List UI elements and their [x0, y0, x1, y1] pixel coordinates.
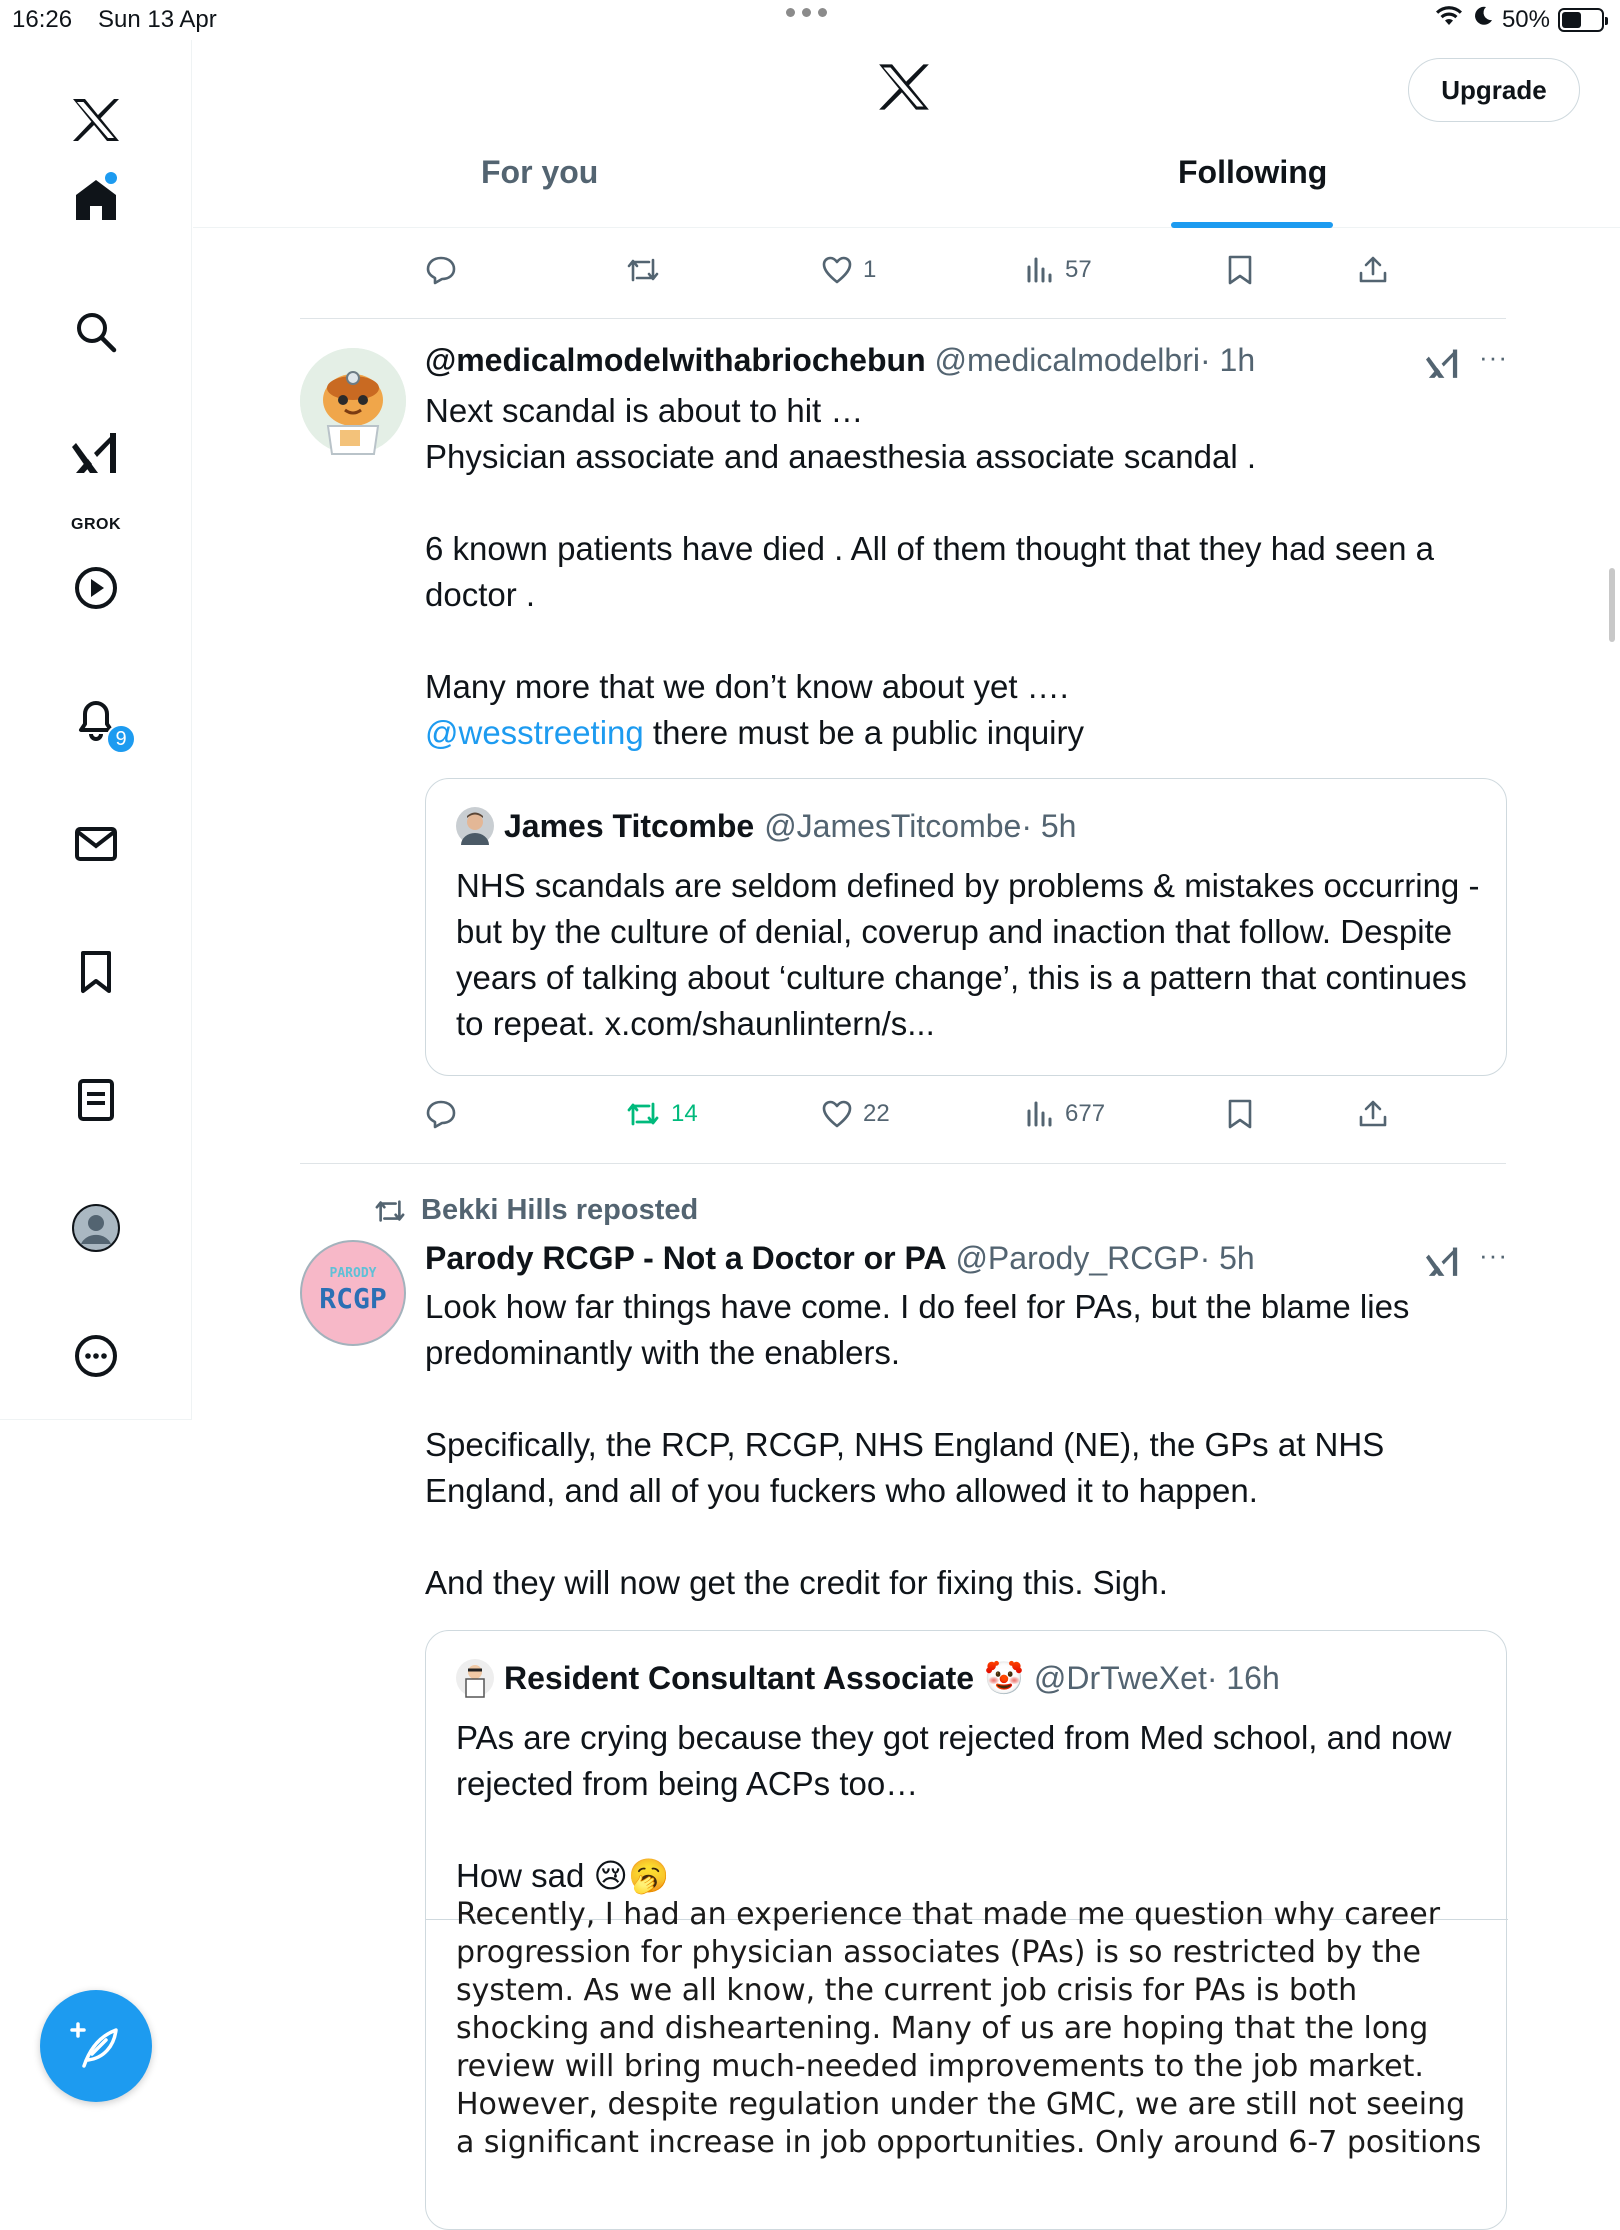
sidebar-item-lists[interactable]: [66, 1070, 126, 1130]
more-options-icon[interactable]: ···: [1479, 1240, 1508, 1270]
repost-button[interactable]: [625, 242, 661, 298]
repost-icon: [625, 254, 661, 286]
battery-percent: 50%: [1501, 5, 1550, 33]
bookmark-button[interactable]: [1225, 242, 1255, 298]
heart-icon: [821, 1098, 853, 1130]
share-icon: [1357, 254, 1389, 286]
repost-button[interactable]: [625, 1086, 698, 1142]
author-handle[interactable]: @Parody_RCGP: [955, 1240, 1200, 1276]
more-circle-icon: [73, 1333, 119, 1379]
status-date: Sun 13 Apr: [98, 6, 217, 33]
repost-count: 14: [671, 1100, 698, 1127]
compose-post-button[interactable]: [40, 1990, 152, 2102]
post-divider: [300, 318, 1506, 319]
quoted-avatar: [456, 807, 494, 845]
wifi-icon: [1434, 4, 1464, 35]
image-text: progression for physician associates (PAs) is so restricted by the system. As we all know, the current job crisis for PAs is both shocking and disheartening. Many of us are hoping that the long review will bring much-needed improvements to the job market. However, despite regulation under the GMC, we are still not seeing a significant increase in job opportunities. Only around 6-7 positions: [456, 1935, 1482, 2160]
quoted-post-text: NHS scandals are seldom defined by problems & mistakes occurring - but by the culture of denial, coverup and inaction that follow. Despite years of talking about ‘culture change’, this is a pattern that continues to repeat. x.com/shaunlintern/s...: [456, 867, 1489, 1042]
upgrade-button[interactable]: Upgrade: [1408, 58, 1580, 122]
reply-icon: [425, 1098, 457, 1130]
bookmark-button[interactable]: [1225, 1086, 1255, 1142]
quoted-avatar: [456, 1659, 494, 1697]
like-count: 22: [863, 1100, 890, 1127]
like-button[interactable]: [821, 1086, 890, 1142]
battery-icon: [1558, 8, 1604, 32]
like-button[interactable]: [821, 242, 876, 298]
post-text: Next scandal is about to hit … Physician associate and anaesthesia associate scandal . 6 known patients have died . All of them thought that they had seen a doctor . Many more that we don’t know about yet …. @wesstreeting there must be a public inquiry: [425, 392, 1435, 751]
like-count: 1: [863, 256, 877, 283]
quoted-author-handle: @JamesTitcombe· 5h: [764, 807, 1077, 844]
sidebar-nav: [0, 40, 192, 1420]
share-icon: [1357, 1098, 1389, 1130]
repost-icon: [373, 1196, 407, 1226]
sidebar-item-profile[interactable]: [66, 1198, 126, 1258]
sidebar-item-more[interactable]: [66, 1326, 126, 1386]
views-count: 57: [1065, 256, 1092, 283]
x-logo-icon: [877, 62, 931, 117]
post-actions: [425, 1086, 1597, 1142]
sidebar-item-messages[interactable]: [66, 814, 126, 874]
mention-link[interactable]: @wesstreeting: [425, 714, 644, 751]
feather-plus-icon: [68, 2018, 124, 2074]
repost-icon: [625, 1098, 661, 1130]
sidebar-item-home[interactable]: [66, 170, 126, 230]
author-name[interactable]: @medicalmodelwithabriochebun: [425, 342, 926, 378]
quoted-post[interactable]: [425, 778, 1507, 1076]
grok-icon: [72, 429, 120, 475]
bookmark-icon: [1225, 1098, 1255, 1130]
analytics-icon: [1025, 1099, 1055, 1129]
quoted-image[interactable]: [426, 1897, 1508, 2181]
post-divider: [300, 1163, 1506, 1164]
sidebar-item-videos[interactable]: [66, 558, 126, 618]
status-time: 16:26: [12, 6, 73, 33]
tab-following[interactable]: Following: [1178, 154, 1328, 190]
views-count: 677: [1065, 1100, 1106, 1127]
tab-for-you[interactable]: For you: [481, 154, 599, 190]
list-icon: [73, 1077, 119, 1123]
reply-button[interactable]: [425, 242, 457, 298]
post-text: Look how far things have come. I do feel for PAs, but the blame lies predominantly with the enablers. Specifically, the RCP, RCGP, NHS England (NE), the GPs at NHS England, and all of you fuckers who allowed it to happen. And they will now get the credit for fixing this. Sigh.: [425, 1288, 1410, 1601]
views-button[interactable]: [1025, 1086, 1105, 1142]
quoted-post-header: [456, 807, 1076, 845]
image-clipped-text: Recently, I had an experience that made me question why career: [456, 1897, 1441, 1932]
status-bar: [0, 0, 1620, 40]
sidebar-item-grok[interactable]: [66, 422, 126, 482]
quoted-author-handle: @DrTweXet· 16h: [1033, 1659, 1280, 1696]
envelope-icon: [73, 821, 119, 867]
reply-button[interactable]: [425, 1086, 457, 1142]
quoted-post-header: [456, 1659, 1280, 1697]
repost-context[interactable]: Bekki Hills reposted: [373, 1194, 698, 1227]
post-header: [425, 342, 1255, 379]
more-options-icon[interactable]: ···: [1479, 342, 1508, 372]
share-button[interactable]: [1357, 1086, 1389, 1142]
quoted-author-name: James Titcombe: [504, 807, 755, 844]
timeline-header: [193, 40, 1620, 228]
timeline-feed[interactable]: [193, 228, 1620, 2160]
sidebar-item-bookmarks[interactable]: [66, 942, 126, 1002]
avatar[interactable]: PARODY RCGP: [300, 1240, 406, 1346]
multitasking-dots[interactable]: [786, 8, 827, 17]
reply-icon: [425, 254, 457, 286]
play-icon: [73, 565, 119, 611]
clown-emoji: 🤡: [984, 1660, 1024, 1696]
home-unread-dot: [105, 172, 117, 184]
x-logo-icon[interactable]: [66, 90, 126, 150]
search-icon: [74, 310, 118, 354]
views-button[interactable]: [1025, 242, 1092, 298]
grok-explain-icon[interactable]: [1426, 1244, 1460, 1283]
quoted-post-text: PAs are crying because they got rejected from Med school, and now rejected from being ACPs too… How sad 😢🥱: [456, 1719, 1452, 1894]
grok-label: GROK: [71, 516, 121, 533]
scrollbar[interactable]: [1609, 568, 1615, 642]
post-time[interactable]: · 1h: [1199, 342, 1256, 378]
profile-avatar-icon: [71, 1203, 121, 1253]
bookmark-icon: [1225, 254, 1255, 286]
sidebar-item-search[interactable]: [66, 302, 126, 362]
share-button[interactable]: [1357, 242, 1389, 298]
moon-icon: [1472, 5, 1494, 34]
author-handle[interactable]: @medicalmodelbri: [934, 342, 1200, 378]
post-actions: [425, 242, 1597, 298]
quoted-post[interactable]: [425, 1630, 1507, 2230]
grok-explain-icon[interactable]: [1426, 346, 1460, 385]
heart-icon: [821, 254, 853, 286]
quoted-author-name: Resident Consultant Associate: [504, 1659, 975, 1696]
post-header: [425, 1240, 1255, 1277]
notification-badge: 9: [106, 724, 136, 754]
post-time[interactable]: · 5h: [1199, 1240, 1255, 1276]
analytics-icon: [1025, 255, 1055, 285]
author-name[interactable]: Parody RCGP - Not a Doctor or PA: [425, 1240, 947, 1276]
avatar[interactable]: [300, 348, 406, 454]
bookmark-icon: [73, 949, 119, 995]
